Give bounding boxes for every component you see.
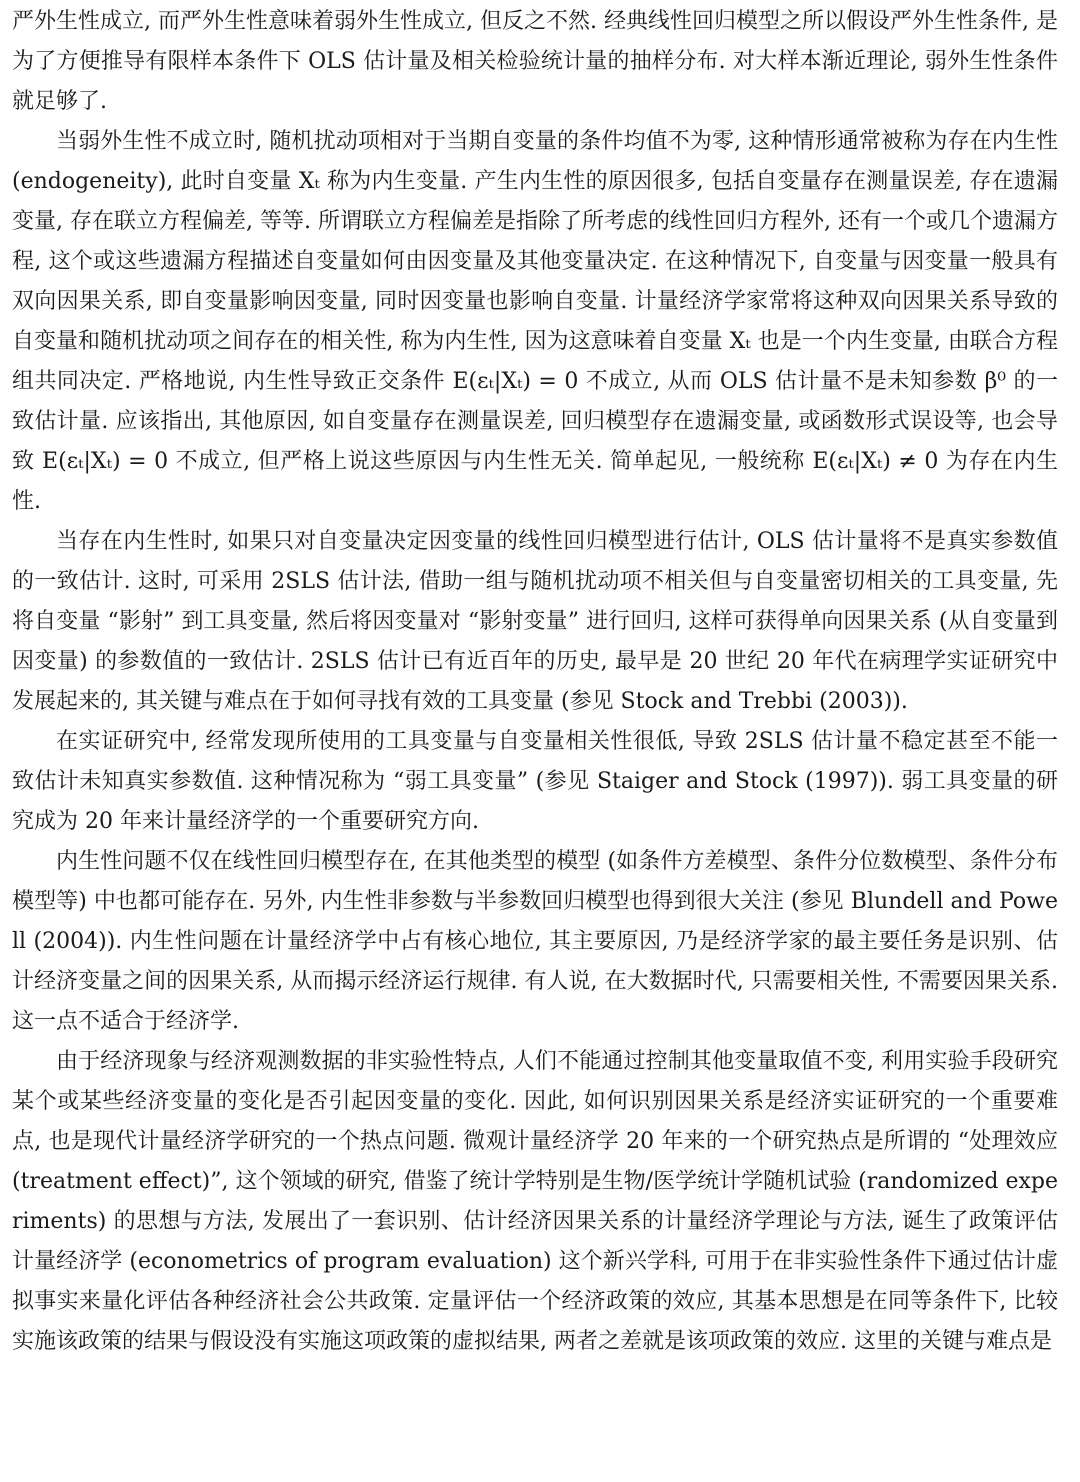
paragraph-4: 在实证研究中, 经常发现所使用的工具变量与自变量相关性很低, 导致 2SLS 估计量不稳定甚至不能一致估计未知真实参数值. 这种情况称为 “弱工具变量” (参见 Staiger and Stock (1997)). 弱工具变量的研究成为 20 年来计量经济学的一个重要研究方向. <box>12 729 1058 834</box>
document-page <box>12 2 1058 1362</box>
paragraph-5: 内生性问题不仅在线性回归模型存在, 在其他类型的模型 (如条件方差模型、条件分位数模型、条件分布模型等) 中也都可能存在. 另外, 内生性非参数与半参数回归模型也得到很大关注 (参见 Blundell and Powell (2004)). 内生性问题在计量经济学中占有核心地位, 其主要原因, 乃是经济学家的最主要任务是识别、估计经济变量之间的因果关系, 从而揭示经济运行规律. 有人说, 在大数据时代, 只需要相关性, 不需要因果关系. 这一点不适合于经济学. <box>12 849 1058 1034</box>
paragraph-2: 当弱外生性不成立时, 随机扰动项相对于当期自变量的条件均值不为零, 这种情形通常被称为存在内生性 (endogeneity), 此时自变量 Xₜ 称为内生变量. 产生内生性的原因很多, 包括自变量存在测量误差, 存在遗漏变量, 存在联立方程偏差, 等等. 所谓联立方程偏差是指除了所考虑的线性回归方程外, 还有一个或几个遗漏方程, 这个或这些遗漏方程描述自变量如何由因变量及其他变量决定. 在这种情况下, 自变量与因变量一般具有双向因果关系, 即自变量影响因变量, 同时因变量也影响自变量. 计量经济学家常将这种双向因果关系导致的自变量和随机扰动项之间存在的相关性, 称为内生性, 因为这意味着自变量 Xₜ 也是一个内生变量, 由联合方程组共同决定. 严格地说, 内生性导致正交条件 E(εₜ|Xₜ) = 0 不成立, 从而 OLS 估计量不是未知参数 β⁰ 的一致估计量. 应该指出, 其他原因, 如自变量存在测量误差, 回归模型存在遗漏变量, 或函数形式误设等, 也会导致 E(εₜ|Xₜ) = 0 不成立, 但严格上说这些原因与内生性无关. 简单起见, 一般统称 E(εₜ|Xₜ) ≠ 0 为存在内生性. <box>12 129 1058 514</box>
paragraph-6: 由于经济现象与经济观测数据的非实验性特点, 人们不能通过控制其他变量取值不变, 利用实验手段研究某个或某些经济变量的变化是否引起因变量的变化. 因此, 如何识别因果关系是经济实证研究的一个重要难点, 也是现代计量经济学研究的一个热点问题. 微观计量经济学 20 年来的一个研究热点是所谓的 “处理效应 (treatment effect)”, 这个领域的研究, 借鉴了统计学特别是生物/医学统计学随机试验 (randomized experiments) 的思想与方法, 发展出了一套识别、估计经济因果关系的计量经济学理论与方法, 诞生了政策评估计量经济学 (econometrics of program evaluation) 这个新兴学科, 可用于在非实验性条件下通过估计虚拟事实来量化评估各种经济社会公共政策. 定量评估一个经济政策的效应, 其基本思想是在同等条件下, 比较实施该政策的结果与假设没有实施这项政策的虚拟结果, 两者之差就是该项政策的效应. 这里的关键与难点是 <box>12 1049 1058 1354</box>
paragraph-1: 严外生性成立, 而严外生性意味着弱外生性成立, 但反之不然. 经典线性回归模型之所以假设严外生性条件, 是为了方便推导有限样本条件下 OLS 估计量及相关检验统计量的抽样分布. 对大样本渐近理论, 弱外生性条件就足够了. <box>12 9 1058 114</box>
paragraph-3: 当存在内生性时, 如果只对自变量决定因变量的线性回归模型进行估计, OLS 估计量将不是真实参数值的一致估计. 这时, 可采用 2SLS 估计法, 借助一组与随机扰动项不相关但与自变量密切相关的工具变量, 先将自变量 “影射” 到工具变量, 然后将因变量对 “影射变量” 进行回归, 这样可获得单向因果关系 (从自变量到因变量) 的参数值的一致估计. 2SLS 估计已有近百年的历史, 最早是 20 世纪 20 年代在病理学实证研究中发展起来的, 其关键与难点在于如何寻找有效的工具变量 (参见 Stock and Trebbi (2003)). <box>12 529 1058 714</box>
